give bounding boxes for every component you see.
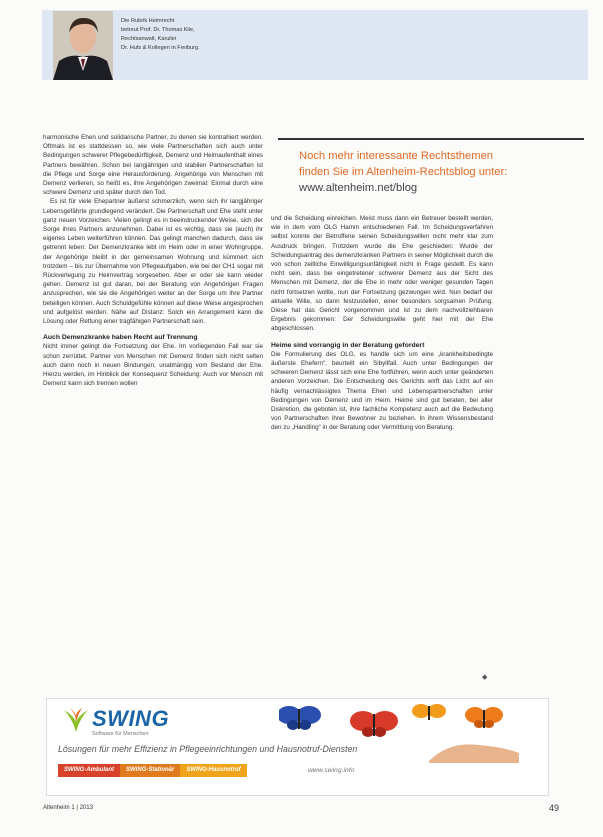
swing-brand: SWING: [92, 706, 170, 731]
left-column: [43, 133, 263, 388]
promo-rule: [278, 138, 584, 140]
blog-link[interactable]: www.altenheim.net/blog: [299, 182, 418, 194]
author-line: betreut Prof. Dr. Thomas Klie,: [121, 27, 195, 33]
author-box: [121, 17, 200, 53]
body-paragraph: Es ist für viele Ehepartner äußerst schmerzlich, wenn sich ihr langjähriger Lebensgefährte grundlegend verändert. Die Partnerschaft und Ehe steht unter ganz neuen Vorzeichen. Vielen gelingt es in beeindruckender Weise, sich der Sorge ihres Partners anzunehmen. Dabei ist es wichtig, dass sie (auch) ihr eigenes Leben weiterführen können. Das gelingt manchen dadurch, dass sie getrennt leben: Der Demenzkranke lebt im Heim oder in einer Wohngruppe, der Angehörige bleibt in der gemeinsamen Wohnung und kümmert sich trotzdem – bis zur Übernahme von Pflegeaufgaben, wie bei der CH1 sogar mit Rückverlegung zu Heimvertrag vorgesehen. Aber er oder sie kann wieder gehen. Demenz ist gut daran, bei der Beratung von Angehörigen Fragen anzusprechen, wie sie die Angehörigen weiter an der Sorge um ihre Partner beteiligen können. Auch Schuldgefühle können auf diese Weise angesprochen und aufgelöst werden. Nähe auf Distanz: Solch ein Arrangement kann die Lösung oder Rettung einer tragfähigen Partnerschaft sein.: [43, 198, 263, 326]
promo-line-2: finden Sie im Altenheim-Rechtsblog unter:: [299, 166, 508, 178]
section-heading: Auch Demenzkranke haben Recht auf Trennung: [43, 334, 198, 342]
section-heading: Heime sind vorrangig in der Beratung gefordert: [271, 341, 425, 349]
swing-tagline: Software für Menschen: [92, 731, 149, 737]
body-paragraph: Nicht immer gelingt die Fortsetzung der Ehe. Im vorliegenden Fall war sie schon zerrüttet. Partner von Menschen mit Demenz finden sich nicht selten auch dann noch in neuen Bindungen, unabhängig vom Bestand der Ehe. Hierzu werden, im Hinblick der Konsequenz Scheidung: Auch vor Mensch mit Demenz kann sich trennen wollen: [43, 343, 263, 388]
right-column: [271, 214, 493, 433]
ad-url-link[interactable]: www.swing.info: [308, 767, 355, 774]
author-line: Rechtsanwalt, Kanzlei: [121, 36, 177, 42]
end-mark-icon: ◆: [482, 674, 488, 681]
blog-promo: [299, 148, 591, 196]
author-photo: [53, 11, 113, 80]
issue-label: Altenheim 1 | 2013: [43, 805, 93, 811]
body-paragraph: harmonische Ehen und solidarische Partner, zu denen sie kontrahiert werden. Oftmals ist es stattdessen so, wie viele Partnerschaften sich auch unter Bedingungen schwerer Pflegebedürftigkeit, Demenz und Heimaufenthalt eines Partners bewähren. Schon bei langjährigen und stabilen Partnerschaften ist die Pflege und Sorge eine Herausforderung. Angehörige von Menschen mit Demenz verlieren, so heißt es, ihre Angehörigen zweimal: Einmal durch eine schwere Demenz und später durch den Tod.: [43, 134, 263, 197]
author-line: Dr. Hufs & Kollegen in Freiburg.: [121, 45, 200, 51]
author-line: Die Rubrik Heimrecht: [121, 18, 175, 24]
body-paragraph: Die Formulierung des OLG, es handle sich um eine „krankheitsbedingte äußerste Ehefern“, beurteilt ein Sibyllfall. Auch unter Bedingungen der schweren Demenz lässt sich eine Ehe fortführen, wenn auch unter geänderten anderen Vorzeichen. Die Entscheidung des Gerichts wirft das Licht auf ein häufig vernachlässigtes Thema Ehen und Lebenspartnerschaften unter Bedingungen von Demenz und im Heim. Heime sind gut beraten, bei aller Diskretion, die geboten ist, ihre fachliche Kompetenz auch auf die Bedeutung von Partnerschaften ihrer Bewohner zu beziehen. In ihrem Wissensbestand den zu „Handling“ in der Beratung oder Vermittlung von Beratung.: [271, 350, 493, 432]
swing-ambulant-button[interactable]: SWING-Ambulant: [58, 764, 120, 777]
page-number: 49: [549, 803, 560, 813]
ad-slogan: Lösungen für mehr Effizienz in Pflegeeinrichtungen und Hausnotruf-Diensten: [58, 744, 358, 754]
promo-line-1: Noch mehr interessante Rechtsthemen: [299, 150, 494, 162]
swing-stationaer-button[interactable]: SWING-Stationär: [120, 764, 180, 777]
ad-product-buttons: [58, 764, 247, 777]
body-paragraph: und die Scheidung einreichen. Meist muss dann ein Betreuer bestellt werden, wie in dem vom OLG Hamm entschiedenen Fall. Im Scheidungsverfahren selbst konnte der Betroffene seinen Scheidungswillen nicht mehr klar zum Ausdruck bringen. Trotzdem wurde die Ehe geschieden: Wurde der Scheidungsantrag des demenzkranken Partners in seiner Möglichkeit durch die von schon zeitliche Einwilligungsunfähigkeit nicht in Frage gestellt. Es kann nicht sein, dass bei eingetretener schwerer Demenz aus der Sicht des Menschen mit Demenz, der die Ehe in mehr oder weniger gesunden Tagen nicht fortsetzen wollte, nun der Fortsetzung gezwungen wird. Nun bedarf der aktuelle Wille, so dann festzustellen, einer besonders sorgsamen Prüfung. Diese hat das Gericht vorgenommen und ist zu dem nachvollziehbaren Ergebnis gekommen: Der Scheidungswille geht hier mit der Ehe abgeschlossen.: [271, 215, 493, 333]
swing-hausnotruf-button[interactable]: SWING-Hausnotruf: [180, 764, 246, 777]
